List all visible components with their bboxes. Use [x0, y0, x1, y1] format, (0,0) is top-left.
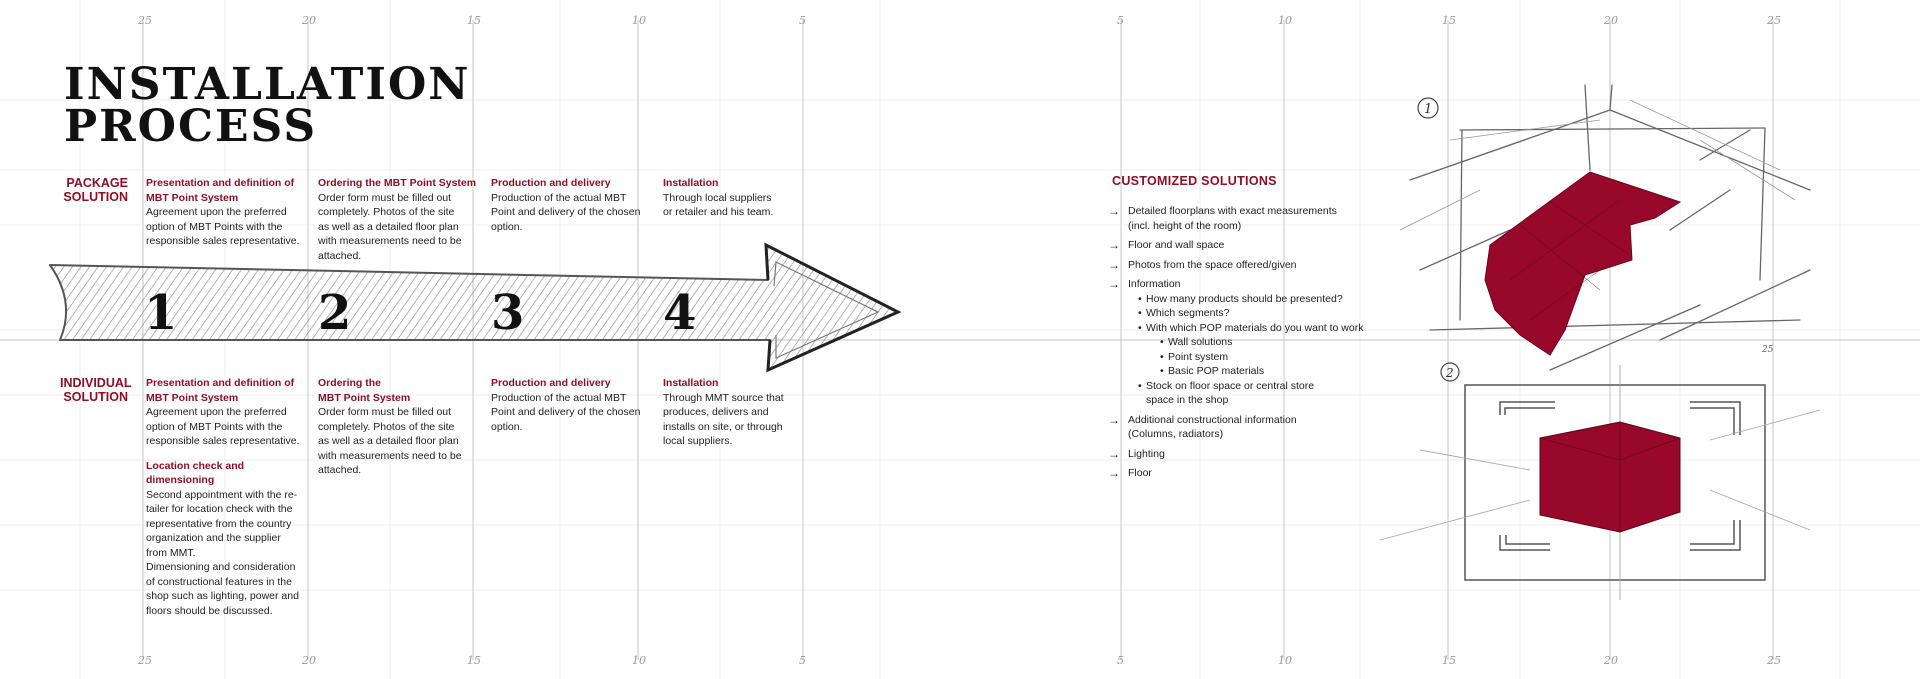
ruler-bottom-tick: 25	[1767, 654, 1781, 667]
step-heading: Presentation and definition of MBT Point System	[146, 177, 295, 204]
row-label-line: PACKAGE	[66, 176, 128, 190]
step-body: Order form must be filled out completely. Photos of the site as well as a detailed floor plan with measurements need to be attached.	[318, 406, 462, 476]
sub-sub-item: • Wall solutions	[1160, 336, 1233, 348]
step-number: 2	[318, 285, 352, 341]
step-body: Order form must be filled out completely. Photos of the site as well as a detailed floor plan with measurements need to be attached.	[318, 191, 462, 262]
ruler-bottom-tick: 20	[302, 654, 316, 667]
arrow-right-icon: →	[1108, 238, 1120, 252]
list-item: → Information • How many products should be presented? • Which segments? • With which POP materials do you want to work • Wall solutions • Point system • Basic POP materials • Stock on floor space or central store space in the shop	[1108, 277, 1398, 408]
ruler-top-tick: 15	[467, 14, 481, 27]
ruler-top-tick: 5	[799, 14, 806, 27]
ruler-top-tick: 10	[632, 14, 646, 27]
step-body: Agreement upon the preferred option of MBT Points with the responsible sales representative.	[146, 406, 300, 447]
step-body: Second appointment with the re- tailer for location check with the representative from the country organization and the supplier from MMT. Dimensioning and consideration of constructional features in the shop such as lighting, power and floors should be discussed.	[146, 488, 299, 617]
sketch-label-one: 1	[1424, 102, 1433, 117]
step-heading: Installation	[663, 377, 719, 389]
ruler-bottom-tick: 10	[632, 654, 646, 667]
sub-item: • Stock on floor space or central store	[1138, 379, 1315, 392]
step-heading: Ordering the MBT Point System	[318, 377, 411, 404]
arrow-right-icon: →	[1108, 412, 1120, 427]
row-label-line: INDIVIDUAL	[60, 376, 132, 390]
step-heading: Presentation and definition of MBT Point System	[146, 377, 295, 404]
arrow-right-icon: →	[1108, 257, 1120, 272]
ruler-top-tick: 25	[138, 14, 152, 27]
arrow-right-icon: →	[1108, 466, 1120, 480]
ruler-bottom-tick: 5	[1117, 654, 1124, 667]
arrow-right-icon: →	[1108, 277, 1120, 291]
bullet-icon: •	[1138, 379, 1142, 392]
sub-item: • With which POP materials do you want to work	[1138, 321, 1364, 334]
ruler-top-tick: 20	[1604, 14, 1618, 27]
ruler-top-tick: 20	[302, 14, 316, 27]
ruler-top-tick: 10	[1278, 14, 1292, 27]
bullet-icon: •	[1138, 292, 1142, 305]
step-body: Production of the actual MBT Point and delivery of the chosen option.	[491, 191, 641, 233]
ruler-top-tick: 15	[1442, 14, 1456, 27]
arrow-right-icon: →	[1108, 204, 1120, 218]
sub-item: • How many products should be presented?	[1138, 292, 1343, 305]
bullet-icon: •	[1138, 321, 1142, 334]
package-step-1	[146, 176, 306, 249]
ruler-bottom-tick: 5	[799, 654, 806, 667]
step-number: 1	[144, 285, 178, 341]
bullet-icon: •	[1160, 336, 1164, 348]
title-line: PROCESS	[64, 101, 318, 152]
list-item: → Additional constructional information (Columns, radiators)	[1108, 412, 1297, 440]
page-title	[64, 59, 471, 152]
sub-sub-item: • Basic POP materials	[1160, 365, 1265, 377]
list-item: → Floor and wall space	[1108, 238, 1225, 252]
step-body: Production of the actual MBT Point and delivery of the chosen option.	[491, 391, 641, 433]
step-heading: Production and delivery	[491, 377, 611, 389]
individual-solution-label	[60, 376, 132, 404]
customized-solutions-title: CUSTOMIZED SOLUTIONS	[1112, 174, 1277, 188]
list-item: → Floor	[1108, 466, 1152, 480]
step-body: Agreement upon the preferred option of MBT Points with the responsible sales representative.	[146, 206, 300, 247]
ruler-bottom-tick: 15	[467, 654, 481, 667]
step-heading: Location check and dimensioning	[146, 459, 245, 486]
customized-solutions-list	[1108, 204, 1398, 486]
row-label-line: SOLUTION	[63, 190, 128, 204]
individual-step-4	[663, 376, 823, 449]
ruler-bottom-tick: 15	[1442, 654, 1456, 667]
list-item: → Detailed floorplans with exact measurements (incl. height of the room)	[1108, 204, 1337, 232]
topview-sketch-illustration	[1380, 360, 1820, 600]
package-step-4	[663, 176, 823, 220]
individual-step-3	[491, 376, 651, 434]
ruler-bottom-tick: 20	[1604, 654, 1618, 667]
step-heading: Ordering the MBT Point System	[318, 177, 477, 189]
bullet-icon: •	[1160, 350, 1164, 363]
step-heading: Installation	[663, 177, 719, 189]
step-heading: Production and delivery	[491, 177, 611, 189]
sketch-label-two: 2	[1446, 366, 1454, 380]
bullet-icon: •	[1160, 365, 1164, 377]
individual-step-1	[146, 376, 306, 618]
sub-item: • Which segments?	[1138, 307, 1230, 319]
ruler-top-tick: 5	[1117, 14, 1124, 27]
sketch-scale-label: 25	[1762, 345, 1774, 355]
package-solution-label	[60, 176, 128, 204]
sub-item-continued: space in the shop	[1146, 394, 1229, 406]
arrow-right-icon: →	[1108, 446, 1120, 461]
list-item: → Photos from the space offered/given	[1108, 257, 1297, 272]
row-label-line: SOLUTION	[63, 390, 128, 404]
sub-sub-item: • Point system	[1160, 350, 1229, 363]
title-line: INSTALLATION	[64, 59, 471, 110]
step-number: 4	[663, 285, 697, 341]
package-step-2	[318, 176, 478, 263]
step-number: 3	[491, 285, 525, 341]
ruler-bottom-tick: 10	[1278, 654, 1292, 667]
list-item: → Lighting	[1108, 446, 1165, 461]
floor-sketch-illustration	[1400, 80, 1820, 380]
step-body: Through MMT source that produces, delivers and installs on site, or through local suppliers.	[663, 391, 784, 447]
bullet-icon: •	[1138, 307, 1142, 319]
step-body: Through local suppliers or retailer and his team.	[663, 191, 774, 218]
individual-step-2	[318, 376, 478, 478]
ruler-top-tick: 25	[1767, 14, 1781, 27]
package-step-3	[491, 176, 651, 234]
ruler-bottom-tick: 25	[138, 654, 152, 667]
